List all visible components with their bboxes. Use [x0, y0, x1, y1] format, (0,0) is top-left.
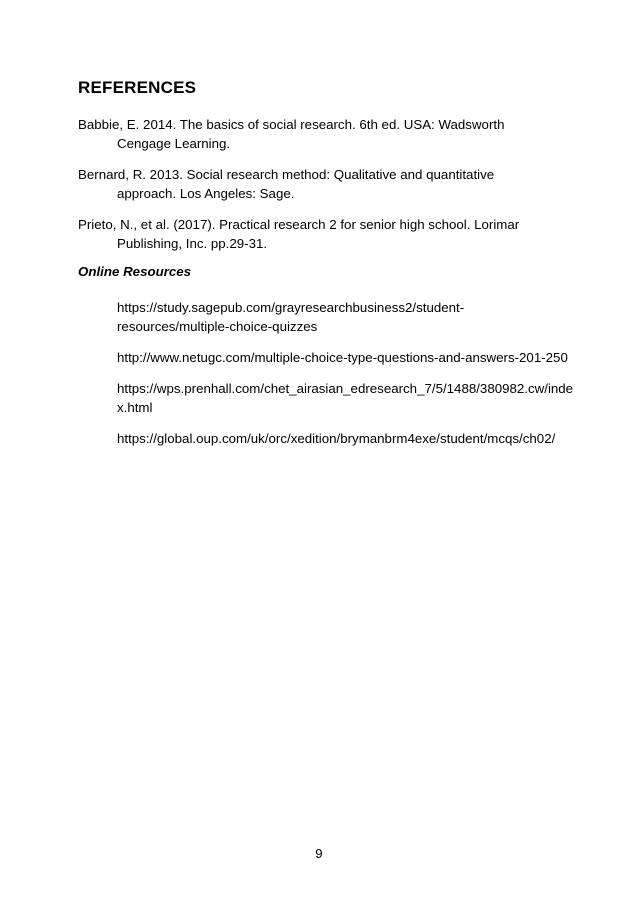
reference-entry-bernard: [78, 165, 494, 203]
page-number: 9: [315, 846, 323, 861]
link-line[interactable]: http://www.netugc.com/multiple-choice-type-questions-and-answers-201-250: [117, 350, 568, 365]
reference-line-continued: Cengage Learning.: [117, 136, 231, 151]
link-line-continued[interactable]: x.html: [117, 400, 153, 415]
reference-line-continued: Publishing, Inc. pp.29-31.: [117, 236, 268, 251]
online-resource-link-netugc[interactable]: [117, 348, 568, 367]
link-line[interactable]: https://wps.prenhall.com/chet_airasian_edresearch_7/5/1488/380982.cw/inde: [117, 381, 574, 396]
reference-line-continued: approach. Los Angeles: Sage.: [117, 186, 295, 201]
online-resource-link-oup[interactable]: [117, 429, 555, 448]
link-line[interactable]: https://study.sagepub.com/grayresearchbusiness2/student-: [117, 300, 465, 315]
link-line-continued[interactable]: resources/multiple-choice-quizzes: [117, 319, 318, 334]
online-resource-link-sagepub[interactable]: [117, 298, 464, 336]
reference-line: Babbie, E. 2014. The basics of social research. 6th ed. USA: Wadsworth: [78, 117, 505, 132]
reference-line: Prieto, N., et al. (2017). Practical research 2 for senior high school. Lorimar: [78, 217, 520, 232]
reference-entry-prieto: [78, 215, 519, 253]
online-resource-link-prenhall[interactable]: [117, 379, 573, 417]
link-line[interactable]: https://global.oup.com/uk/orc/xedition/brymanbrm4exe/student/mcqs/ch02/: [117, 431, 556, 446]
reference-line: Bernard, R. 2013. Social research method: Qualitative and quantitative: [78, 167, 495, 182]
reference-entry-babbie: [78, 115, 504, 153]
online-resources-heading: Online Resources: [78, 264, 192, 279]
references-heading: REFERENCES: [78, 78, 197, 97]
